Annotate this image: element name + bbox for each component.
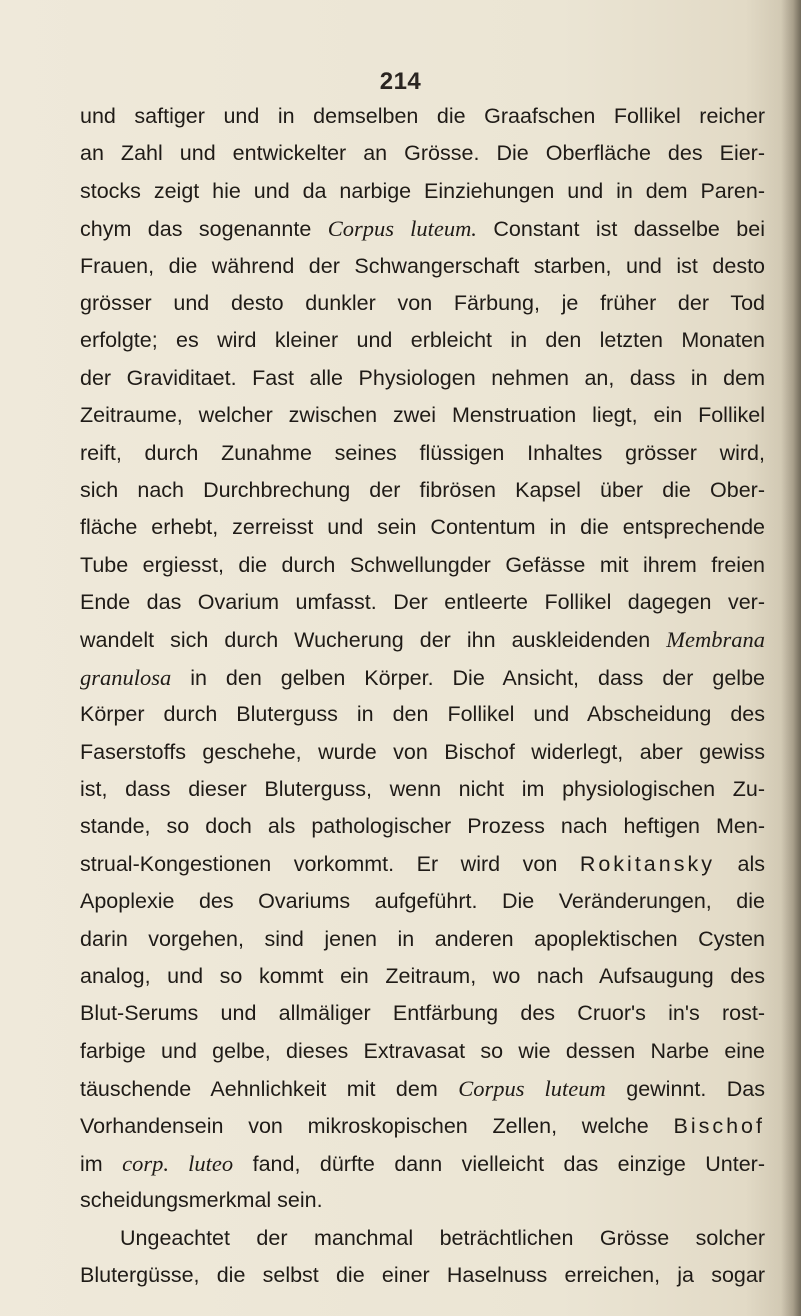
text-segment: chym das sogenannte xyxy=(80,217,328,242)
italic-term: Corpus luteum xyxy=(458,1076,606,1102)
text-line: der Graviditaet. Fast alle Physiologen nehmen an, dass in dem xyxy=(80,365,765,390)
text-segment: Constant ist dasselbe bei xyxy=(476,217,765,242)
text-line xyxy=(80,621,765,658)
text-line: Frauen, die während der Schwangerschaft starben, und ist desto xyxy=(80,253,765,278)
body-text xyxy=(80,98,765,1295)
text-segment: als xyxy=(714,851,765,876)
text-line: Blutergüsse, die selbst die einer Haselnuss erreichen, ja sogar xyxy=(80,1263,765,1288)
text-line xyxy=(80,846,765,883)
text-segment: wandelt sich durch Wucherung der ihn auskleidenden xyxy=(80,628,667,653)
italic-term: Membrana xyxy=(666,627,765,653)
text-line xyxy=(80,210,765,247)
text-segment: täuschende Aehnlichkeit mit dem xyxy=(80,1077,459,1102)
text-line xyxy=(80,1145,765,1182)
spaced-name: Rokitansky xyxy=(579,851,715,876)
text-line: ist, dass dieser Bluterguss, wenn nicht im physiologischen Zu- xyxy=(80,777,765,802)
text-line: fläche erhebt, zerreisst und sein Contentum in die entsprechende xyxy=(80,515,765,540)
text-line: analog, und so kommt ein Zeitraum, wo nach Aufsaugung des xyxy=(80,963,765,988)
text-segment: im xyxy=(80,1151,123,1176)
italic-term: Corpus luteum. xyxy=(327,216,477,242)
text-line: Ungeachtet der manchmal beträchtlichen Grösse solcher xyxy=(120,1225,765,1250)
text-line: Zeitraume, welcher zwischen zwei Menstruation liegt, ein Follikel xyxy=(80,403,765,428)
text-line: sich nach Durchbrechung der fibrösen Kapsel über die Ober- xyxy=(80,477,765,502)
text-line: grösser und desto dunkler von Färbung, je früher der Tod xyxy=(80,290,765,315)
text-segment: gewinnt. Das xyxy=(605,1077,765,1102)
text-line: scheidungsmerkmal sein. xyxy=(80,1188,323,1213)
text-line: Blut-Serums und allmäliger Entfärbung des Cruor's in's rost- xyxy=(80,1001,765,1026)
text-line: Faserstoffs geschehe, wurde von Bischof widerlegt, aber gewiss xyxy=(80,739,765,764)
text-line: Körper durch Bluterguss in den Follikel und Abscheidung des xyxy=(80,702,765,727)
text-line: stocks zeigt hie und da narbige Einziehungen und in dem Paren- xyxy=(80,178,765,203)
text-line: stande, so doch als pathologischer Prozess nach heftigen Men- xyxy=(80,814,765,839)
text-line: Ende das Ovarium umfasst. Der entleerte Follikel dagegen ver- xyxy=(80,590,765,615)
text-line: farbige und gelbe, dieses Extravasat so wie dessen Narbe eine xyxy=(80,1038,765,1063)
italic-term: granulosa xyxy=(80,664,172,690)
text-segment: fand, dürfte dann vielleicht das einzige Unter- xyxy=(233,1151,765,1176)
text-segment: Vorhandensein von mikroskopischen Zellen, welche xyxy=(80,1113,674,1138)
text-line xyxy=(80,1108,765,1145)
italic-term: corp. luteo xyxy=(122,1150,234,1176)
spaced-name: Bischof xyxy=(673,1113,765,1138)
page-number: 214 xyxy=(379,68,422,95)
text-segment: in den gelben Körper. Die Ansicht, dass der gelbe xyxy=(171,665,765,690)
text-line: Apoplexie des Ovariums aufgeführt. Die Veränderungen, die xyxy=(80,889,765,914)
text-line: reift, durch Zunahme seines flüssigen Inhaltes grösser wird, xyxy=(80,440,765,465)
text-line xyxy=(80,659,765,696)
text-line: darin vorgehen, sind jenen in anderen apoplektischen Cysten xyxy=(80,926,765,951)
text-segment: strual-Kongestionen vorkommt. Er wird von xyxy=(80,851,580,876)
text-line xyxy=(80,1070,765,1107)
text-line: Tube ergiesst, die durch Schwellungder Gefässe mit ihrem freien xyxy=(80,552,765,577)
page-edge-shadow xyxy=(781,0,801,1316)
text-line: und saftiger und in demselben die Graafschen Follikel reicher xyxy=(80,104,765,128)
text-line: an Zahl und entwickelter an Grösse. Die Oberfläche des Eier- xyxy=(80,141,765,166)
text-line: erfolgte; es wird kleiner und erbleicht in den letzten Monaten xyxy=(80,328,765,353)
